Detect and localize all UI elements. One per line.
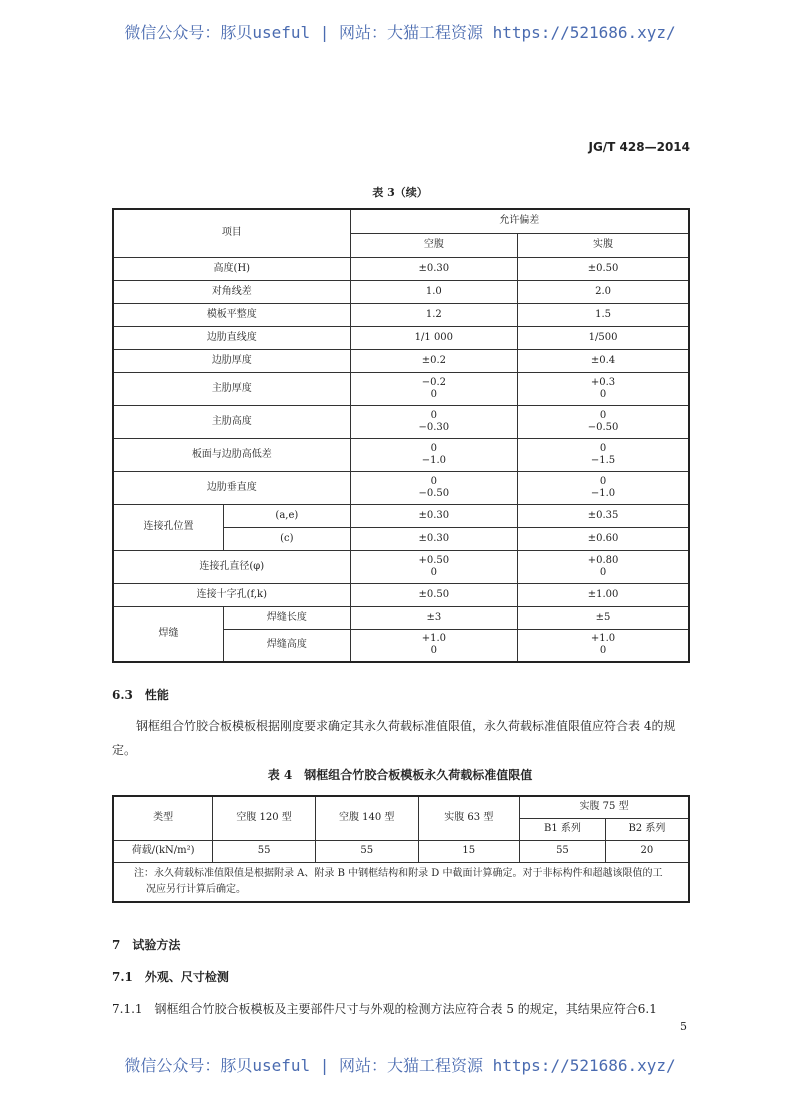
table-row [113, 504, 689, 527]
t4-h-c4a: B1 系列 [520, 818, 606, 840]
t3-value-cell [350, 372, 517, 405]
t3-item-cell: 连接孔直径(φ) [113, 550, 350, 583]
t3-item-cell: 模板平整度 [113, 303, 350, 326]
t3-value-cell: ±0.60 [518, 527, 689, 550]
t3-value-upper: +1.0 [590, 633, 616, 645]
t3-subitem-cell: 焊缝高度 [224, 629, 351, 662]
watermark-bottom: 微信公众号：豚贝useful | 网站：大猫工程资源 https://521686.xyz/ [124, 1056, 676, 1075]
t3-value-lower: −1.0 [590, 487, 616, 499]
t3-value-lower: 0 [599, 566, 607, 578]
t3-item-cell: 主肋高度 [113, 405, 350, 438]
t3-value-cell: ±0.30 [350, 527, 517, 550]
table3 [112, 208, 690, 663]
t3-value-upper: +0.3 [590, 376, 616, 388]
table-row [113, 257, 689, 280]
t3-value-upper: 0 [599, 409, 607, 421]
section-7-heading: 7 试验方法 [112, 938, 181, 952]
t3-value-cell: ±1.00 [518, 583, 689, 606]
t3-value-lower: −0.50 [418, 487, 450, 499]
t3-value-cell [518, 438, 689, 471]
t4-note: 注：永久荷载标准值限值是根据附录 A、附录 B 中钢框结构和附录 D 中截面计算确定。对于非标构件和超越该限值的工况应另行计算后确定。 [113, 862, 689, 902]
t3-subitem-cell: (a,e) [224, 504, 351, 527]
t3-value-upper: +0.50 [418, 554, 450, 566]
t3-value-cell: ±0.30 [350, 504, 517, 527]
table-row [113, 372, 689, 405]
t3-value-cell [518, 550, 689, 583]
t3-value-cell [350, 405, 517, 438]
t3-value-lower: 0 [430, 388, 438, 400]
t3-value-upper: 0 [599, 475, 607, 487]
t3-value-upper: 0 [599, 442, 607, 454]
t3-value-upper: 0 [430, 442, 438, 454]
table-row [113, 280, 689, 303]
t3-value-cell: 1/1 000 [350, 326, 517, 349]
t3-subitem-cell: 焊缝长度 [224, 606, 351, 629]
table-row [113, 606, 689, 629]
th-col2: 实腹 [518, 233, 689, 257]
t3-item-cell: 边肋厚度 [113, 349, 350, 372]
t3-value-cell: 1.0 [350, 280, 517, 303]
page-number: 5 [680, 1020, 687, 1033]
th-group: 允许偏差 [350, 209, 689, 233]
t3-value-cell: ±0.30 [350, 257, 517, 280]
t3-value-cell [518, 372, 689, 405]
t4-h-c4: 实腹 75 型 [520, 796, 689, 818]
t3-value-cell: ±3 [350, 606, 517, 629]
t3-value-cell [518, 471, 689, 504]
t3-item-cell: 板面与边肋高低差 [113, 438, 350, 471]
t3-value-lower: −0.30 [418, 421, 450, 433]
t3-value-cell: 1.5 [518, 303, 689, 326]
table-row [113, 471, 689, 504]
t3-value-lower: −1.5 [590, 454, 616, 466]
t3-value-lower: −0.50 [587, 421, 619, 433]
table-row [113, 326, 689, 349]
t3-value-cell [350, 550, 517, 583]
t3-value-upper: −0.2 [421, 376, 446, 388]
t3-value-lower: 0 [599, 388, 607, 400]
t3-value-cell [350, 629, 517, 662]
standard-number: JG/T 428—2014 [588, 140, 690, 154]
t4-cell: 15 [418, 840, 520, 862]
watermark-top: 微信公众号：豚贝useful | 网站：大猫工程资源 https://521686.xyz/ [124, 23, 676, 42]
t3-value-lower: 0 [599, 645, 607, 657]
section-7-1-heading: 7.1 外观、尺寸检测 [112, 970, 229, 984]
t4-cell: 55 [315, 840, 418, 862]
section-6-3-heading: 6.3 性能 [112, 688, 169, 702]
t3-value-cell [350, 471, 517, 504]
t4-h-type: 类型 [113, 796, 213, 840]
t3-item-cell: 连接十字孔(f,k) [113, 583, 350, 606]
t3-value-cell: 1.2 [350, 303, 517, 326]
t3-item-cell: 主肋厚度 [113, 372, 350, 405]
t3-value-cell: ±0.2 [350, 349, 517, 372]
table-row [113, 583, 689, 606]
t3-value-cell: 1/500 [518, 326, 689, 349]
t3-item-cell: 焊缝 [113, 606, 224, 662]
t3-value-cell: ±0.4 [518, 349, 689, 372]
t3-item-cell: 高度(H) [113, 257, 350, 280]
t4-r-label: 荷载/(kN/m²) [113, 840, 213, 862]
t3-value-lower: −1.0 [421, 454, 446, 466]
t3-value-cell: ±5 [518, 606, 689, 629]
t3-item-cell: 边肋直线度 [113, 326, 350, 349]
t4-h-c1: 空腹 120 型 [213, 796, 316, 840]
t4-h-c3: 实腹 63 型 [418, 796, 520, 840]
t3-value-cell [518, 405, 689, 438]
t3-value-cell [518, 629, 689, 662]
t3-value-cell [350, 438, 517, 471]
table-row [113, 349, 689, 372]
t3-item-cell: 边肋垂直度 [113, 471, 350, 504]
table-row [113, 550, 689, 583]
t4-cell: 55 [213, 840, 316, 862]
section-6-3-paragraph: 钢框组合竹胶合板模板根据刚度要求确定其永久荷载标准值限值，永久荷载标准值限值应符合表 4的规定。 [112, 719, 676, 757]
t3-value-cell: ±0.35 [518, 504, 689, 527]
t3-value-lower: 0 [430, 645, 438, 657]
t3-value-cell: 2.0 [518, 280, 689, 303]
table-row [113, 405, 689, 438]
t3-value-cell: ±0.50 [518, 257, 689, 280]
t3-value-upper: +1.0 [421, 633, 446, 645]
t4-cell: 55 [520, 840, 606, 862]
table4-caption: 表 4 钢框组合竹胶合板模板永久荷载标准值限值 [267, 768, 533, 782]
t3-value-upper: 0 [430, 409, 438, 421]
t4-h-c4b: B2 系列 [605, 818, 689, 840]
th-item: 项目 [113, 209, 350, 257]
t3-value-upper: 0 [430, 475, 438, 487]
section-7-1-1-text: 7.1.1 钢框组合竹胶合板模板及主要部件尺寸与外观的检测方法应符合表 5 的规定，其结果应符合6.1 [112, 1002, 657, 1016]
t3-item-cell: 连接孔位置 [113, 504, 224, 550]
table4 [112, 795, 690, 903]
t3-value-cell: ±0.50 [350, 583, 517, 606]
t3-value-upper: +0.80 [587, 554, 619, 566]
table-row [113, 303, 689, 326]
t4-cell: 20 [605, 840, 689, 862]
t3-value-lower: 0 [430, 566, 438, 578]
t3-item-cell: 对角线差 [113, 280, 350, 303]
table-row [113, 438, 689, 471]
table3-caption: 表 3（续） [372, 186, 428, 199]
t4-h-c2: 空腹 140 型 [315, 796, 418, 840]
th-col1: 空腹 [350, 233, 517, 257]
t3-subitem-cell: (c) [224, 527, 351, 550]
